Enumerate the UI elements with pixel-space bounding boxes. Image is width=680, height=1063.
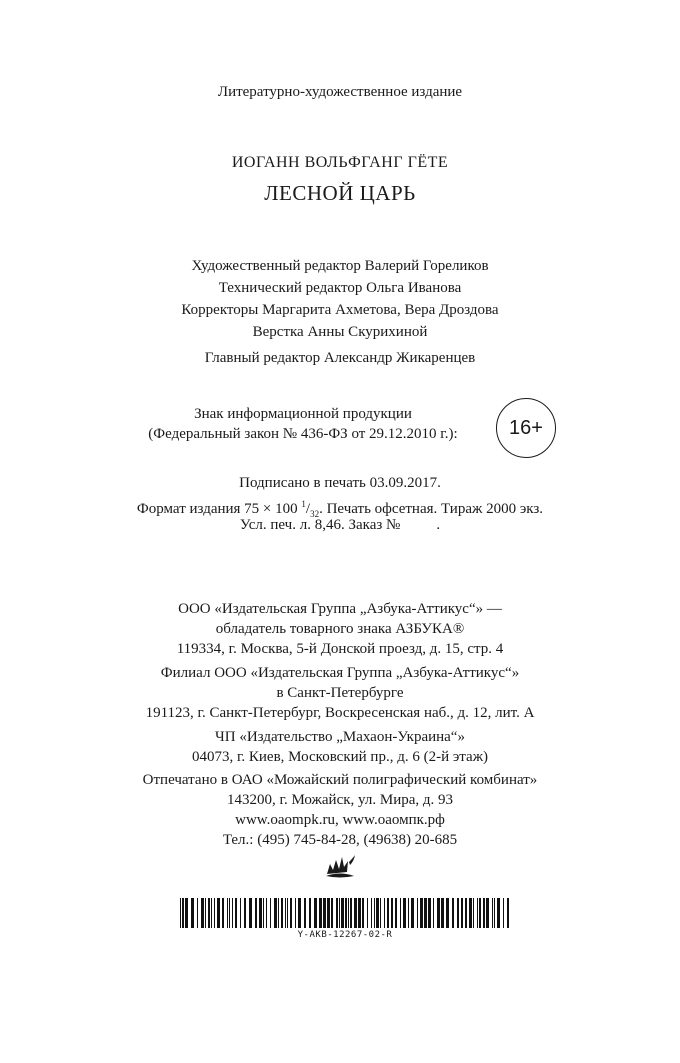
barcode-code: Y-AKB-12267-02-R <box>297 930 393 940</box>
publisher-logo-icon <box>324 852 356 880</box>
layout-credit: Верстка Анны Скурихиной <box>252 324 428 340</box>
art-editor: Художественный редактор Валерий Гореликов <box>191 258 489 274</box>
publisher-line2: обладатель товарного знака АЗБУКА® <box>215 621 465 637</box>
format-numerator: 1 <box>301 499 306 509</box>
tech-editor: Технический редактор Ольга Иванова <box>218 280 462 296</box>
barcode-icon <box>180 898 510 928</box>
format-suffix: . Печать офсетная. Тираж 2000 экз. <box>319 501 544 517</box>
edition-type: Литературно-художественное издание <box>217 84 463 100</box>
ukraine-publisher: ЧП «Издательство „Махаон-Украина“» <box>215 729 465 745</box>
info-sign-line2: (Федеральный закон № 436-ФЗ от 29.12.2010 г.): <box>148 426 458 442</box>
printer-phones: Тел.: (495) 745-84-28, (49638) 20-685 <box>222 832 458 848</box>
age-rating-badge <box>496 398 556 458</box>
publisher-line1: ООО «Издательская Группа „Азбука-Аттикус“» — <box>178 601 502 617</box>
format-prefix: Формат издания 75 × 100 <box>136 501 298 517</box>
branch-line1: Филиал ООО «Издательская Группа „Азбука-Аттикус“» <box>160 665 520 681</box>
printer-line1: Отпечатано в ОАО «Можайский полиграфический комбинат» <box>142 772 538 788</box>
sheets-order: Усл. печ. л. 8,46. Заказ № <box>239 517 401 533</box>
book-title: ЛЕСНОЙ ЦАРЬ <box>264 181 416 205</box>
age-rating-value: 16+ <box>509 416 543 439</box>
sheets-order-line <box>0 516 680 534</box>
chief-editor: Главный редактор Александр Жикаренцев <box>204 350 476 366</box>
branch-line2: в Санкт-Петербурге <box>276 685 404 701</box>
format-fraction: $^1/_{32}$ <box>301 499 320 519</box>
info-sign-line1: Знак информационной продукции <box>194 406 412 422</box>
publisher-address: 119334, г. Москва, 5-й Донской проезд, д. 15, стр. 4 <box>176 641 504 657</box>
printer-address: 143200, г. Можайск, ул. Мира, д. 93 <box>226 792 454 808</box>
signed-date: Подписано в печать 03.09.2017. <box>239 475 441 491</box>
proofreaders: Корректоры Маргарита Ахметова, Вера Дроздова <box>181 302 499 318</box>
ukraine-address: 04073, г. Киев, Московский пр., д. 6 (2-й этаж) <box>191 749 489 765</box>
order-end: . <box>436 517 441 533</box>
format-denominator: 32 <box>310 509 320 519</box>
printer-websites: www.oaompk.ru, www.оаомпк.рф <box>235 812 445 828</box>
branch-address: 191123, г. Санкт-Петербург, Воскресенская наб., д. 12, лит. А <box>145 705 535 721</box>
author-name: ИОГАНН ВОЛЬФГАНГ ГЁТЕ <box>231 154 449 171</box>
